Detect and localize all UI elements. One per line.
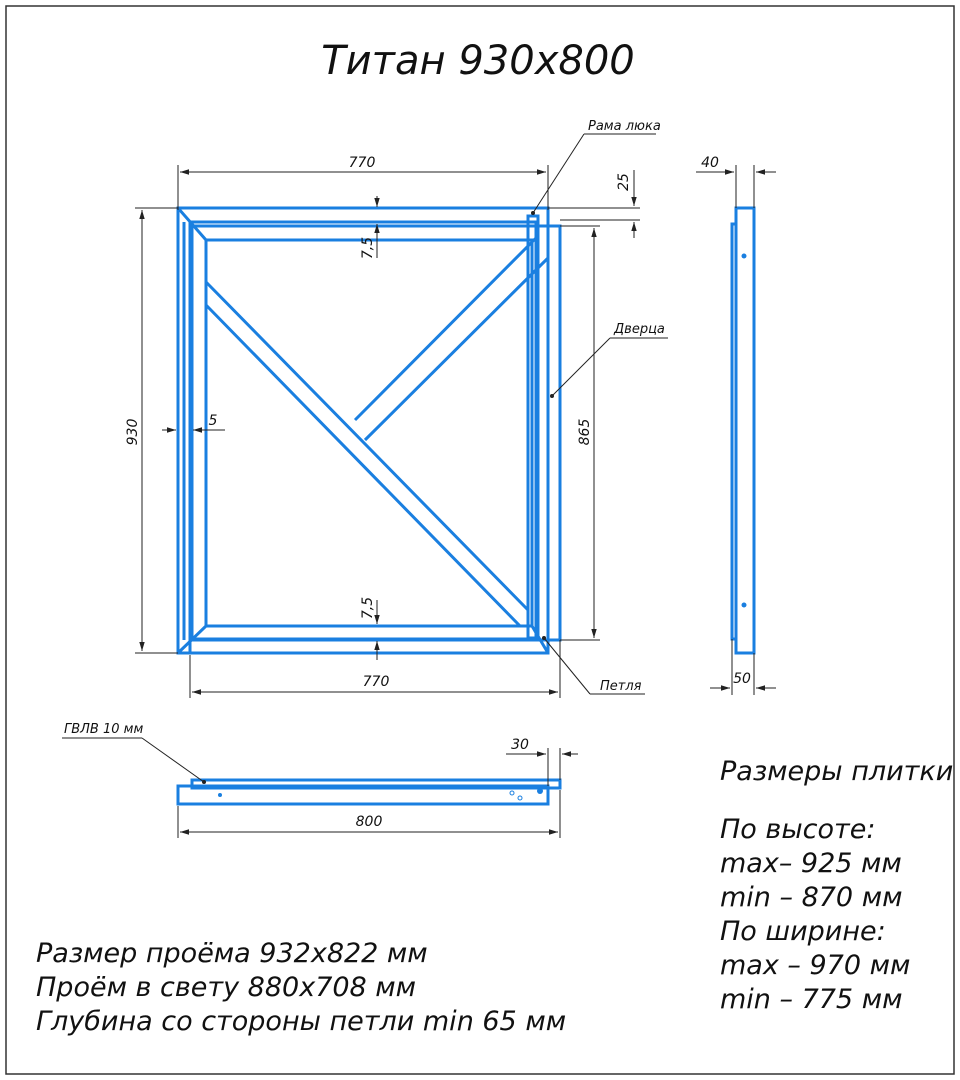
tile-height-min: min – 870 мм: [720, 882, 903, 913]
brace-short: [355, 238, 536, 420]
door-panel: [192, 226, 560, 640]
callout-gypsum: ГВЛВ 10 мм: [64, 722, 144, 737]
callout-door: Дверца: [614, 322, 665, 337]
plan-view: [62, 722, 578, 838]
tile-sizes-block: [720, 756, 953, 1015]
tile-height-max: max– 925 мм: [720, 848, 902, 879]
side-view: [696, 155, 776, 695]
notes-block: [36, 938, 566, 1037]
tile-width-label: По ширине:: [720, 916, 886, 947]
front-view: [125, 119, 668, 698]
dim-frame-top: 7,5: [360, 236, 376, 260]
dim-plan-offset: 30: [511, 737, 529, 753]
dim-depth-bottom: 50: [733, 671, 751, 687]
dim-side-gap: 5: [208, 413, 218, 429]
dim-offset-top: 25: [616, 173, 632, 191]
dim-height: 930: [125, 418, 141, 446]
note-opening-size: Размер проёма 932x822 мм: [36, 938, 428, 969]
brace-diagonal: [206, 282, 528, 610]
hatch-frame: [178, 208, 548, 653]
note-hinge-depth: Глубина со стороны петли min 65 мм: [36, 1006, 567, 1037]
dim-depth-top: 40: [701, 155, 719, 171]
dim-plan-width: 800: [355, 814, 383, 830]
drawing-title: Титан 930x800: [321, 38, 635, 84]
tile-width-max: max – 970 мм: [720, 950, 911, 981]
tile-width-min: min – 775 мм: [720, 984, 903, 1015]
tile-heading: Размеры плитки: [720, 756, 954, 787]
tile-height-label: По высоте:: [720, 814, 876, 845]
note-clear-opening: Проём в свету 880x708 мм: [36, 972, 417, 1003]
dim-bottom-width: 770: [362, 674, 390, 690]
sheet-border: [6, 6, 954, 1074]
dim-frame-bottom: 7,5: [360, 596, 376, 620]
dim-top-width: 770: [348, 155, 376, 171]
dim-door-height: 865: [577, 418, 593, 446]
callout-hinge: Петля: [600, 679, 642, 694]
callout-frame: Рама люка: [588, 119, 661, 134]
